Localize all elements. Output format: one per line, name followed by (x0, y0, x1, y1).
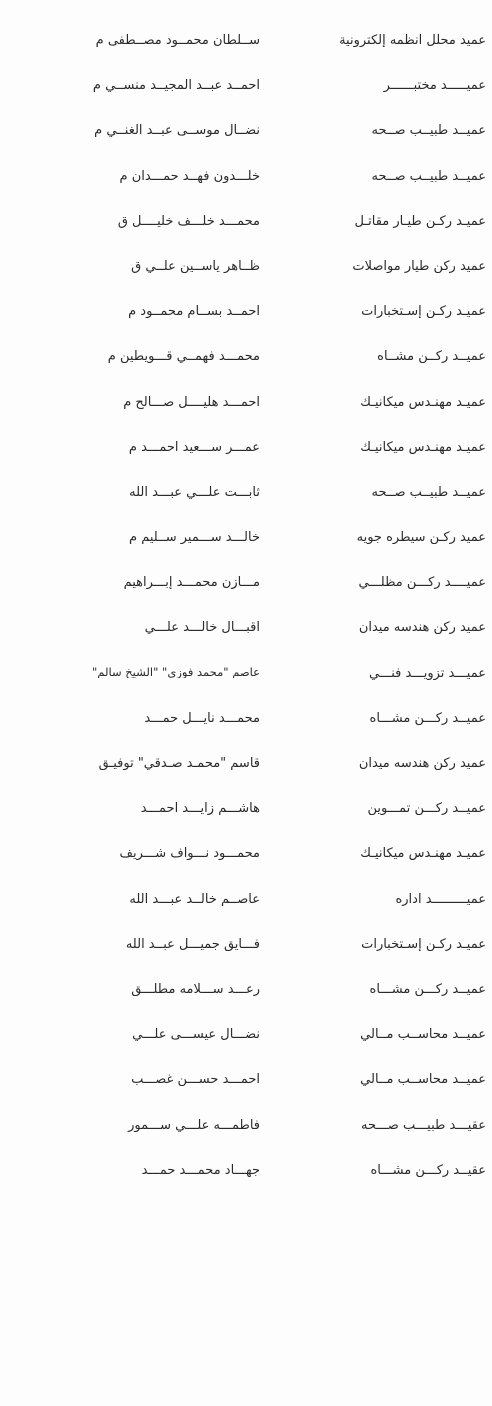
rank-cell: عميـد مهنـدس ميكانيـك (360, 395, 486, 409)
roster-row (0, 382, 492, 427)
name-cell: محمـــد نايـــل حمـــد (144, 711, 260, 725)
name-cell: نضـــال عيســـى علـــي (132, 1028, 260, 1042)
roster-row (0, 924, 492, 969)
rank-cell: عميـد مهنـدس ميكانيـك (360, 440, 486, 454)
rank-cell: عميـــــــــد اداره (395, 892, 486, 906)
roster-row (0, 427, 492, 472)
roster-row (0, 562, 492, 607)
name-cell: ثابـــت علـــي عبـــد الله (129, 485, 260, 499)
roster-row (0, 517, 492, 562)
roster-row (0, 246, 492, 291)
roster-row (0, 607, 492, 652)
rank-cell: عميد محلل أنظمه إلكترونية (339, 34, 486, 47)
roster-row (0, 65, 492, 110)
roster-row (0, 698, 492, 743)
roster-row (0, 788, 492, 833)
roster-row (0, 969, 492, 1014)
rank-cell: عميــد طبيــب صــحه (371, 485, 486, 499)
name-cell: نضــال موســى عبــد الغنــي م (94, 124, 260, 138)
name-cell: أحمــد عبــد المجيــد منســي م (92, 79, 260, 93)
name-cell: هاشـــم زايـــد أحمـــد (140, 802, 260, 816)
name-cell: ســلطان محمــود مصــطفى م (95, 34, 260, 47)
rank-cell: عميــد ركـــن تمـــوين (367, 802, 486, 816)
rank-cell: عميد ركن طيار مواصلات (352, 259, 486, 273)
roster-row (0, 291, 492, 336)
roster-row (0, 879, 492, 924)
rank-cell: عميد ركن هندسه ميدان (358, 621, 486, 635)
name-cell: خالـــد ســـمير ســليم م (129, 531, 260, 545)
roster-row (0, 156, 492, 201)
name-cell: ظــاهر ياســين علــي ق (131, 259, 260, 273)
rank-cell: عميد ركـن سيطره جويه (356, 531, 486, 545)
name-cell: جهـــاد محمـــد حمـــد (141, 1163, 260, 1177)
rank-cell: عميد ركن هندسه ميدان (358, 757, 486, 770)
rank-cell: عميــد ركـــن مشـــاه (369, 711, 486, 725)
roster-row (0, 1014, 492, 1059)
name-cell: عاصم "محمد فوزي" "الشيخ سالم" (92, 666, 260, 679)
roster-row (0, 472, 492, 517)
rank-cell: عميـد ركـن إسـتخبارات (361, 937, 486, 951)
roster-row (0, 653, 492, 698)
roster-row (0, 110, 492, 155)
rank-cell: عميـــد تزويـــد فنـــي (368, 666, 486, 680)
rank-cell: عميــد طبيــب صــحه (371, 124, 486, 138)
name-cell: عمـــر ســـعيد أحمـــد م (128, 440, 260, 454)
rank-cell: عقيــد ركـــن مشـــاه (370, 1163, 486, 1177)
rank-cell: عميـد مهنـدس ميكانيـك (360, 847, 486, 861)
roster-row (0, 743, 492, 788)
roster-row (0, 201, 492, 246)
roster-row (0, 833, 492, 878)
name-cell: محمـــد فهمــي قـــويطين م (107, 350, 260, 364)
rank-cell: عقيـــد طبيـــب صـــحه (361, 1118, 486, 1132)
rank-cell: عميـد ركـن إسـتخبارات (361, 305, 486, 319)
rank-cell: عميــد محاســب مــالي (360, 1073, 486, 1087)
rank-cell: عميــــد ركـــن مظلـــي (358, 576, 486, 590)
name-cell: مـــازن محمـــد إبـــراهيم (123, 576, 260, 590)
name-cell: أحمـــد هليــــل صـــالح م (123, 395, 260, 409)
rank-cell: عميــد طبيــب صــحه (371, 169, 486, 183)
name-cell: رعـــد ســـلامه مطلـــق (131, 982, 260, 996)
name-cell: اقبـــال خالـــد علـــي (144, 621, 260, 635)
name-cell: محمـــد خلـــف خليــــل ق (117, 214, 260, 228)
rank-cell: عميـد ركـن طيـار مقاتـل (354, 214, 486, 228)
name-cell: قاسم "محمـد صـدقي" توفيـق (98, 757, 260, 770)
name-cell: فـــايق جميـــل عبــد الله (125, 937, 260, 951)
roster-row (0, 1059, 492, 1104)
name-cell: أحمـــد حســـن غصـــب (131, 1073, 260, 1087)
name-cell: محمـــود نـــواف شـــريف (119, 847, 260, 861)
name-cell: عاصــم خالــد عبـــد الله (129, 892, 260, 906)
rank-cell: عميــد ركـــن مشـــاه (369, 982, 486, 996)
rank-cell: عميــد ركــن مشــاه (377, 350, 486, 364)
officer-roster (0, 20, 492, 1195)
roster-row (0, 1150, 492, 1195)
rank-cell: عميــد محاســب مــالي (360, 1028, 486, 1042)
roster-row (0, 1105, 492, 1150)
name-cell: أحمــد بســام محمــود م (128, 305, 260, 319)
roster-row (0, 20, 492, 65)
roster-row (0, 336, 492, 381)
name-cell: خلـــدون فهــد حمـــدان م (119, 169, 260, 183)
rank-cell: عميـــــد مختبــــــر (383, 79, 486, 93)
name-cell: فاطمـــه علـــي ســـمور (128, 1118, 260, 1132)
